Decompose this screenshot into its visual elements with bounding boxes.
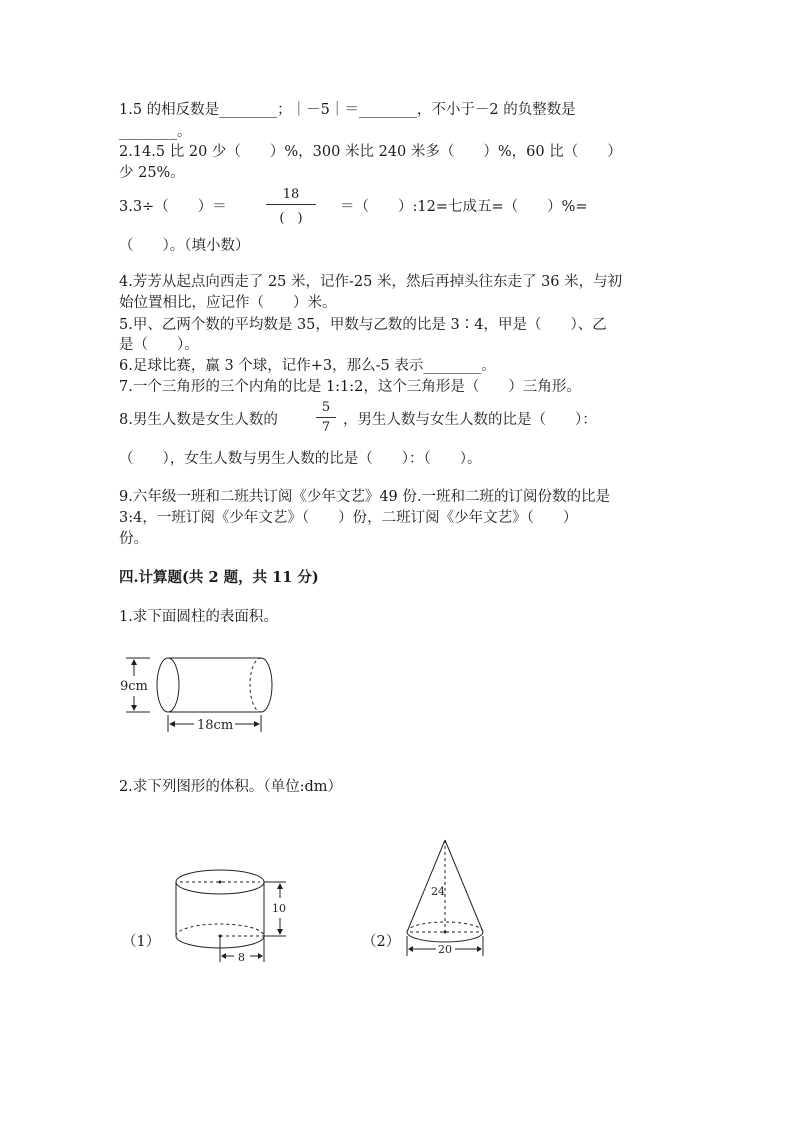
question-5-line-1: 5.甲、乙两个数的平均数是 35，甲数与乙数的比是 3∶4，甲是（ ）、乙 <box>119 317 607 333</box>
question-2-line-1: 2.14.5 比 20 少（ ）%，300 米比 240 米多（ ）%，60 比（ ） <box>119 144 622 160</box>
question-7: 7.一个三角形的三个内角的比是 1:1:2，这个三角形是（ ）三角形。 <box>119 379 581 395</box>
question-4-line-2: 始位置相比，应记作（ ）米。 <box>119 295 337 311</box>
height-label: 10 <box>272 902 286 915</box>
fraction-bar <box>266 204 316 205</box>
length-label: 18cm <box>197 718 234 733</box>
question-9-line-2: 3:4，一班订阅《少年文艺》（ ）份，二班订阅《少年文艺》（ ） <box>119 510 578 526</box>
fraction-numerator: 5 <box>321 400 331 415</box>
section-4-question-2: 2.求下列图形的体积。（单位:dm） <box>119 779 343 795</box>
question-6: 6.足球比赛，赢 3 个球，记作+3，那么-5 表示________。 <box>119 358 496 374</box>
question-3-part-a: 3.3÷（ ）＝ <box>119 199 227 215</box>
question-1-line-1: 1.5 的相反数是________；｜－5｜＝________，不小于－2 的负整数是 <box>119 102 576 118</box>
cylinder-right-hidden <box>250 658 261 712</box>
height-label: 24 <box>431 885 445 898</box>
cylinder-right-front <box>261 658 272 712</box>
cylinder-figure <box>118 650 288 740</box>
section-4-question-1: 1.求下面圆柱的表面积。 <box>119 609 278 625</box>
diameter-label: 20 <box>438 943 452 956</box>
question-3-part-b: ＝（ ）:12=七成五=（ ）%= <box>340 199 588 215</box>
question-8-part-a: 8.男生人数是女生人数的 <box>119 412 278 428</box>
question-1-line-2: ________。 <box>119 124 192 140</box>
figure-2-item-1-label: （1） <box>122 934 161 950</box>
cone-right-edge <box>445 840 483 932</box>
fraction-denominator: ( ) <box>279 211 303 226</box>
fraction-bar <box>316 417 336 418</box>
question-3-fraction <box>266 187 316 226</box>
question-9-line-1: 9.六年级一班和二班共订阅《少年文艺》49 份.一班和二班的订阅份数的比是 <box>119 489 611 505</box>
cylinder-bottom-hidden <box>176 924 264 936</box>
question-8-part-b: ，男生人数与女生人数的比是（ ）： <box>343 412 597 428</box>
radius-label: 8 <box>238 951 245 964</box>
question-8-fraction <box>316 400 336 435</box>
question-9-line-3: 份。 <box>119 531 148 547</box>
section-4-heading: 四.计算题(共 2 题，共 11 分) <box>119 569 319 586</box>
cone-figure <box>402 836 490 960</box>
cylinder-left-end <box>157 658 179 712</box>
fraction-numerator: 18 <box>282 187 300 202</box>
upright-cylinder-figure <box>168 862 293 968</box>
height-label: 9cm <box>120 679 148 694</box>
question-2-line-2: 少 25%。 <box>119 165 185 181</box>
question-3-line-2: （ ）。（填小数） <box>119 238 250 254</box>
fraction-denominator: 7 <box>321 420 331 435</box>
question-5-line-2: 是（ ）。 <box>119 337 199 353</box>
question-8-line-2: （ ），女生人数与男生人数的比是（ ）：（ ）。 <box>119 451 482 467</box>
figure-2-item-2-label: （2） <box>362 934 401 950</box>
question-4-line-1: 4.芳芳从起点向西走了 25 米，记作-25 米，然后再掉头往东走了 36 米，与初 <box>119 274 623 290</box>
